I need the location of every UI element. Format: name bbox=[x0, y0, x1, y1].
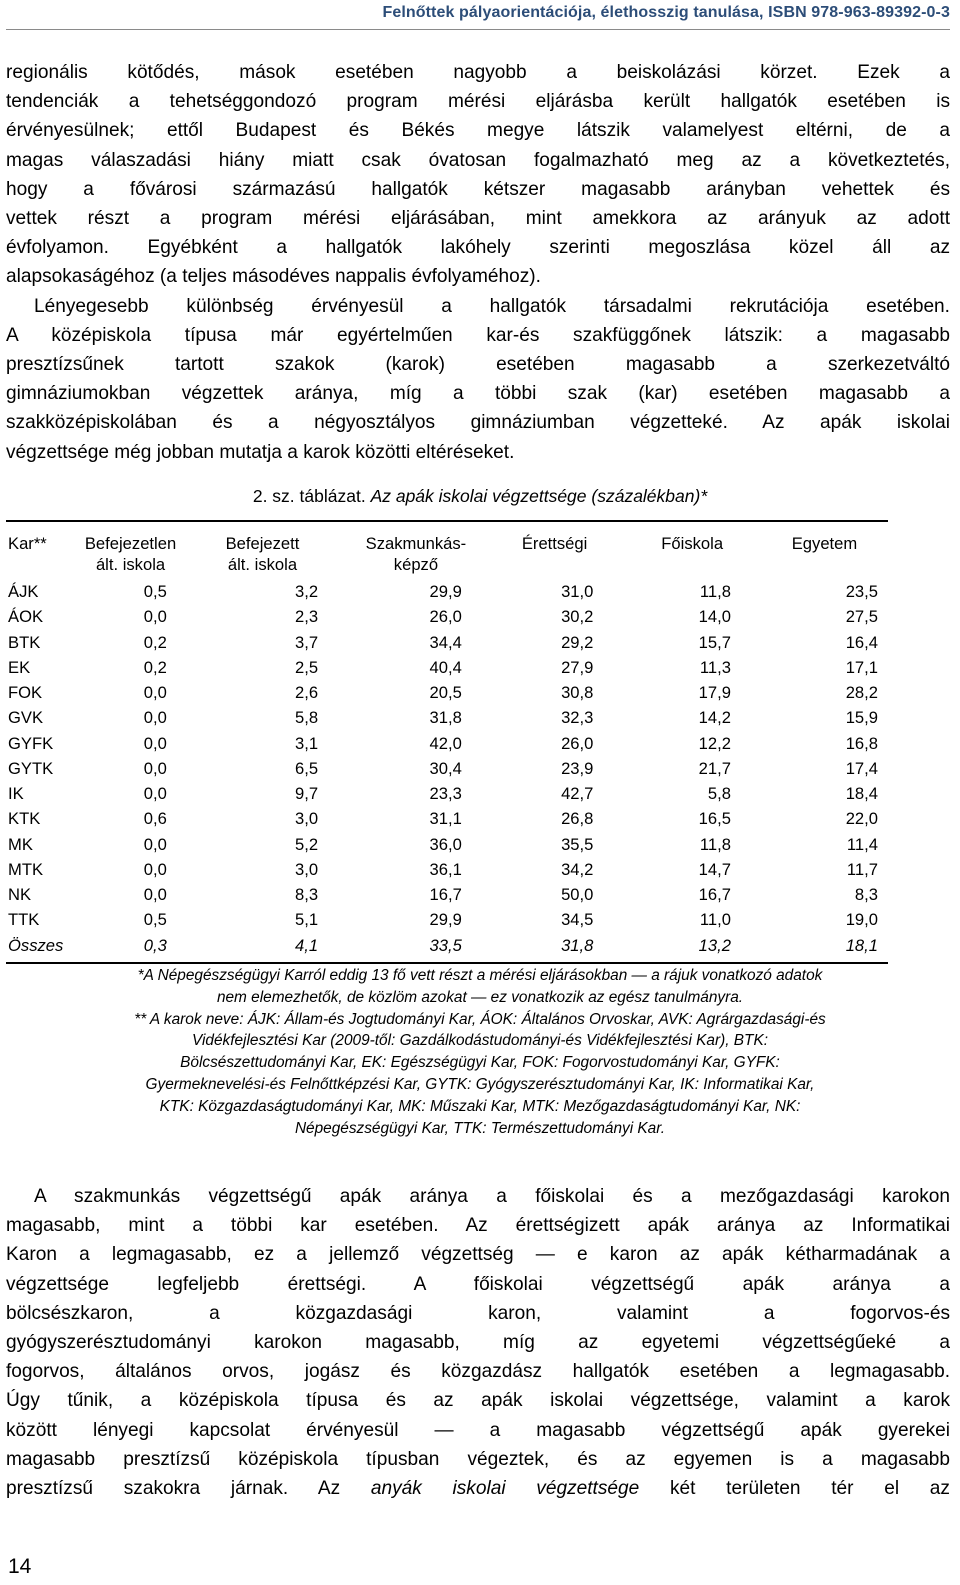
value-cell: 2,3 bbox=[295, 607, 319, 627]
text-line: magasabb, mint a többi kar esetében. Az érettségizett apák aránya az Informatikai bbox=[6, 1215, 950, 1237]
value-cell: 3,0 bbox=[295, 809, 319, 829]
value-cell: 0,6 bbox=[143, 809, 167, 829]
value-cell: 3,0 bbox=[295, 859, 319, 879]
column-header bbox=[6, 533, 82, 579]
note-line: Népegészségügyi Kar, TTK: Természettudományi Kar. bbox=[294, 1119, 666, 1137]
value-cell: 18,4 bbox=[845, 784, 878, 804]
faculty-cell: GVK bbox=[8, 708, 44, 728]
note-line: ** A karok neve: ÁJK: Állam-és Jogtudományi Kar, ÁOK: Általános Orvoskar, AVK: Agrárgazdasági-és bbox=[134, 1010, 826, 1028]
value-cell: 14,7 bbox=[698, 859, 731, 879]
paragraph-regional bbox=[6, 58, 950, 292]
value-cell: 16,7 bbox=[698, 885, 731, 905]
value-cell: 3,1 bbox=[295, 733, 319, 753]
note-line: Vidékfejlesztési Kar (2009-től: Gazdálkodástudományi-és Vidékfejlesztési Kar), BTK: bbox=[192, 1032, 768, 1050]
column-header-line: Kar** bbox=[8, 534, 47, 553]
table-row bbox=[6, 579, 888, 604]
value-cell: 23,9 bbox=[561, 758, 594, 778]
text-line: A szakmunkás végzettségű apák aránya a főiskolai és a mezőgazdasági karokon bbox=[34, 1186, 950, 1207]
table-number: 2. sz. táblázat. bbox=[252, 486, 366, 506]
text-line: presztízsűnek tartott szakok (karok) esetében magasabb a szerkezetváltó bbox=[6, 353, 950, 375]
column-header-line: Érettségi bbox=[521, 534, 588, 553]
value-cell: 30,2 bbox=[561, 607, 594, 627]
table-title: Az apák iskolai végzettsége (százalékban)* bbox=[370, 486, 708, 506]
value-cell: 6,5 bbox=[295, 758, 319, 778]
value-cell: 30,4 bbox=[429, 758, 462, 778]
faculty-cell: BTK bbox=[8, 632, 41, 652]
text-line: Lényegesebb különbség érvényesül a hallgatók társadalmi rekrutációja esetében. bbox=[34, 295, 950, 317]
value-cell: 11,0 bbox=[699, 910, 731, 930]
value-cell: 11,8 bbox=[699, 834, 731, 854]
value-cell: 0,0 bbox=[143, 708, 167, 728]
header-rule bbox=[6, 29, 950, 30]
value-cell: 28,2 bbox=[845, 683, 878, 703]
table-row bbox=[6, 907, 888, 932]
value-cell: 15,7 bbox=[698, 632, 731, 652]
value-cell: 8,3 bbox=[295, 885, 319, 905]
value-cell: 0,0 bbox=[143, 885, 167, 905]
text-line: Úgy tűnik, a középiskola típusa és az apák iskolai végzettsége, valamint a karok bbox=[6, 1390, 950, 1412]
table-row bbox=[6, 781, 888, 806]
value-cell: 8,3 bbox=[854, 885, 878, 905]
text-line: vettek részt a program mérési eljárásában, mint amekkora az arányuk az adott bbox=[6, 207, 950, 229]
value-cell: 29,2 bbox=[561, 632, 594, 652]
value-cell: 0,0 bbox=[143, 758, 167, 778]
table-row bbox=[6, 731, 888, 756]
column-header-line: ált. iskola bbox=[95, 555, 166, 574]
value-cell: 17,1 bbox=[845, 657, 878, 677]
faculty-cell: GYFK bbox=[8, 733, 54, 753]
value-cell: 0,0 bbox=[143, 683, 167, 703]
text-line: szakközépiskolában és a négyosztályos gimnáziumban végzetteké. Az apák iskolai bbox=[6, 412, 950, 434]
value-cell: 0,2 bbox=[143, 657, 167, 677]
table-row bbox=[6, 680, 888, 705]
faculty-cell: EK bbox=[8, 657, 31, 677]
column-header-line: Egyetem bbox=[791, 534, 858, 553]
value-cell: 16,7 bbox=[429, 885, 462, 905]
value-cell: 3,7 bbox=[295, 632, 319, 652]
value-cell: 3,2 bbox=[295, 582, 319, 602]
text-line: regionális kötődés, mások esetében nagyobb a beiskolázási körzet. Ezek a bbox=[6, 62, 950, 83]
text-line: gimnáziumokban végzettek aránya, míg a többi szak (kar) esetében magasabb a bbox=[6, 383, 950, 405]
value-cell: 11,4 bbox=[846, 834, 878, 854]
text-line: alapsokaságéhoz (a teljes másodéves nappalis évfolyaméhoz). bbox=[6, 266, 541, 288]
value-cell: 5,1 bbox=[295, 910, 319, 930]
faculty-cell: NK bbox=[8, 885, 32, 905]
column-header bbox=[486, 533, 624, 579]
value-cell: 36,1 bbox=[429, 859, 462, 879]
faculty-cell: ÁOK bbox=[8, 607, 44, 627]
value-cell: 2,6 bbox=[295, 683, 319, 703]
table-top-rule bbox=[6, 520, 888, 522]
value-cell: 15,9 bbox=[845, 708, 878, 728]
text-line: között lényegi kapcsolat érvényesül — a magasabb végzettségű apák gyerekei bbox=[6, 1419, 950, 1441]
column-header bbox=[82, 533, 179, 579]
page-number: 14 bbox=[8, 1555, 32, 1578]
text-line: végzettsége még jobban mutatja a karok közötti eltéréseket. bbox=[6, 441, 515, 463]
note-line: KTK: Közgazdaságtudományi Kar, MK: Műszaki Kar, MTK: Mezőgazdaságtudományi Kar, NK: bbox=[159, 1097, 801, 1115]
value-cell: 19,0 bbox=[845, 910, 878, 930]
faculty-cell: Összes bbox=[8, 935, 64, 955]
faculty-cell: GYTK bbox=[8, 758, 54, 778]
value-cell: 11,7 bbox=[846, 859, 878, 879]
column-header-line: Befejezetlen bbox=[84, 534, 177, 553]
value-cell: 18,1 bbox=[845, 935, 878, 955]
text-line: érvényesülnek; ettől Budapest és Békés megye látszik valamelyest eltérni, de a bbox=[6, 120, 950, 142]
value-cell: 33,5 bbox=[429, 935, 462, 955]
value-cell: 26,8 bbox=[561, 809, 594, 829]
table-bottom-rule bbox=[6, 962, 888, 964]
value-cell: 17,9 bbox=[698, 683, 731, 703]
value-cell: 5,2 bbox=[295, 834, 319, 854]
value-cell: 0,0 bbox=[143, 607, 167, 627]
value-cell: 22,0 bbox=[845, 809, 878, 829]
table-total-row bbox=[6, 933, 888, 958]
column-header bbox=[179, 533, 346, 579]
text-line: évfolyamon. Egyébként a hallgatók lakóhely szerinti megoszlása közel áll az bbox=[6, 237, 950, 259]
value-cell: 12,2 bbox=[698, 733, 731, 753]
value-cell: 16,8 bbox=[845, 733, 878, 753]
value-cell: 5,8 bbox=[707, 784, 731, 804]
value-cell: 13,2 bbox=[698, 935, 731, 955]
value-cell: 11,3 bbox=[699, 657, 731, 677]
table-row bbox=[6, 655, 888, 680]
faculty-cell: FOK bbox=[8, 683, 43, 703]
value-cell: 34,4 bbox=[429, 632, 462, 652]
text-line: magasabb presztízsű középiskola típusban végeztek, és az egyemen is a magasabb bbox=[6, 1448, 950, 1470]
text-line bbox=[6, 1474, 950, 1503]
column-header-line: Főiskola bbox=[661, 534, 724, 553]
paragraph-discussion bbox=[6, 1182, 950, 1503]
value-cell: 32,3 bbox=[561, 708, 594, 728]
value-cell: 0,3 bbox=[143, 935, 167, 955]
value-cell: 0,5 bbox=[143, 582, 167, 602]
value-cell: 0,0 bbox=[143, 784, 167, 804]
text-line: fogorvos, általános orvos, jogász és közgazdász hallgatók esetében a legmagasabb. bbox=[6, 1361, 950, 1383]
value-cell: 27,9 bbox=[561, 657, 594, 677]
value-cell: 29,9 bbox=[429, 582, 462, 602]
value-cell: 5,8 bbox=[295, 708, 319, 728]
value-cell: 35,5 bbox=[561, 834, 594, 854]
value-cell: 26,0 bbox=[429, 607, 462, 627]
value-cell: 50,0 bbox=[561, 885, 594, 905]
text-line: hogy a fővárosi származású hallgatók kétszer magasabb arányban vehettek és bbox=[6, 178, 950, 200]
value-cell: 42,7 bbox=[561, 784, 594, 804]
value-cell: 9,7 bbox=[295, 784, 319, 804]
value-cell: 0,0 bbox=[143, 859, 167, 879]
value-cell: 0,2 bbox=[143, 632, 167, 652]
table-row bbox=[6, 756, 888, 781]
text-line: végzettsége legfeljebb érettségi. A főiskolai végzettségű apák aránya a bbox=[6, 1273, 950, 1295]
column-header-line: Befejezett bbox=[225, 534, 300, 553]
value-cell: 0,5 bbox=[143, 910, 167, 930]
value-cell: 31,8 bbox=[429, 708, 462, 728]
value-cell: 30,8 bbox=[561, 683, 594, 703]
column-header bbox=[623, 533, 761, 579]
note-line: nem elemezhetők, de közlöm azokat — ez vonatkozik az egész tanulmányra. bbox=[216, 988, 744, 1006]
text-line: Karon a legmagasabb, ez a jellemző végzettség — e karon az apák kétharmadának a bbox=[6, 1244, 950, 1266]
value-cell: 27,5 bbox=[845, 607, 878, 627]
faculty-cell: ÁJK bbox=[8, 582, 39, 602]
value-cell: 16,5 bbox=[698, 809, 731, 829]
value-cell: 31,8 bbox=[561, 935, 594, 955]
faculty-cell: TTK bbox=[8, 910, 40, 930]
table-row bbox=[6, 604, 888, 629]
table-notes bbox=[0, 965, 960, 1139]
column-header-line: ált. iskola bbox=[227, 555, 298, 574]
faculty-cell: IK bbox=[8, 784, 24, 804]
value-cell: 20,5 bbox=[429, 683, 462, 703]
value-cell: 31,1 bbox=[429, 809, 462, 829]
column-header-line: képző bbox=[393, 555, 439, 574]
value-cell: 23,3 bbox=[429, 784, 462, 804]
table-row bbox=[6, 630, 888, 655]
text-line: A középiskola típusa már egyértelműen kar-és szakfüggőnek látszik: a magasabb bbox=[6, 324, 950, 346]
value-cell: 14,2 bbox=[698, 708, 731, 728]
text-line: bölcsészkaron, a közgazdasági karon, valamint a fogorvos-és bbox=[6, 1302, 950, 1324]
text-emphasis: anyák iskolai végzettsége bbox=[370, 1477, 640, 1499]
value-cell: 29,9 bbox=[429, 910, 462, 930]
value-cell: 0,0 bbox=[143, 834, 167, 854]
column-header-line: Szakmunkás- bbox=[365, 534, 467, 553]
table-row bbox=[6, 832, 888, 857]
table-row bbox=[6, 882, 888, 907]
value-cell: 31,0 bbox=[561, 582, 594, 602]
table-row bbox=[6, 857, 888, 882]
table-caption bbox=[0, 486, 960, 507]
value-cell: 21,7 bbox=[698, 758, 731, 778]
faculty-cell: MK bbox=[8, 834, 33, 854]
value-cell: 17,4 bbox=[845, 758, 878, 778]
value-cell: 14,0 bbox=[698, 607, 731, 627]
value-cell: 26,0 bbox=[561, 733, 594, 753]
value-cell: 0,0 bbox=[143, 733, 167, 753]
table-row bbox=[6, 705, 888, 730]
text-line: magas válaszadási hiány miatt csak óvatosan fogalmazható meg az a következtetés, bbox=[6, 149, 950, 171]
column-header bbox=[761, 533, 888, 579]
faculty-cell: MTK bbox=[8, 859, 44, 879]
value-cell: 34,5 bbox=[561, 910, 594, 930]
table-header-row bbox=[6, 533, 888, 579]
text-fragment: két területen tér el az bbox=[639, 1477, 950, 1499]
fathers-education-table bbox=[6, 533, 888, 958]
column-header bbox=[346, 533, 486, 579]
faculty-cell: KTK bbox=[8, 809, 41, 829]
note-line: *A Népegészségügyi Karról eddig 13 fő vett részt a mérési eljárásokban — a rájuk vonatkozó adatok bbox=[137, 967, 823, 984]
running-head: Felnőttek pályaorientációja, élethosszig tanulása, ISBN 978-963-89392-0-3 bbox=[382, 4, 950, 21]
value-cell: 42,0 bbox=[429, 733, 462, 753]
note-line: Bölcsészettudományi Kar, EK: Egészségügyi Kar, FOK: Fogorvostudományi Kar, GYFK: bbox=[180, 1054, 780, 1072]
text-line: gyógyszerésztudományi karokon magasabb, míg az egyetemi végzettségűeké a bbox=[6, 1331, 950, 1353]
note-line: Gyermeknevelési-és Felnőttképzési Kar, GYTK: Gyógyszerésztudományi Kar, IK: Informatikai Kar, bbox=[145, 1075, 815, 1093]
value-cell: 16,4 bbox=[845, 632, 878, 652]
value-cell: 23,5 bbox=[845, 582, 878, 602]
value-cell: 36,0 bbox=[429, 834, 462, 854]
value-cell: 34,2 bbox=[561, 859, 594, 879]
value-cell: 4,1 bbox=[295, 935, 319, 955]
table-row bbox=[6, 806, 888, 831]
value-cell: 11,8 bbox=[699, 582, 731, 602]
text-line: tendenciák a tehetséggondozó program mérési eljárásba került hallgatók esetében is bbox=[6, 91, 950, 113]
value-cell: 2,5 bbox=[295, 657, 319, 677]
paragraph-recruitment bbox=[6, 292, 950, 467]
value-cell: 40,4 bbox=[429, 657, 462, 677]
text-fragment: presztízsű szakokra járnak. Az bbox=[6, 1477, 371, 1499]
